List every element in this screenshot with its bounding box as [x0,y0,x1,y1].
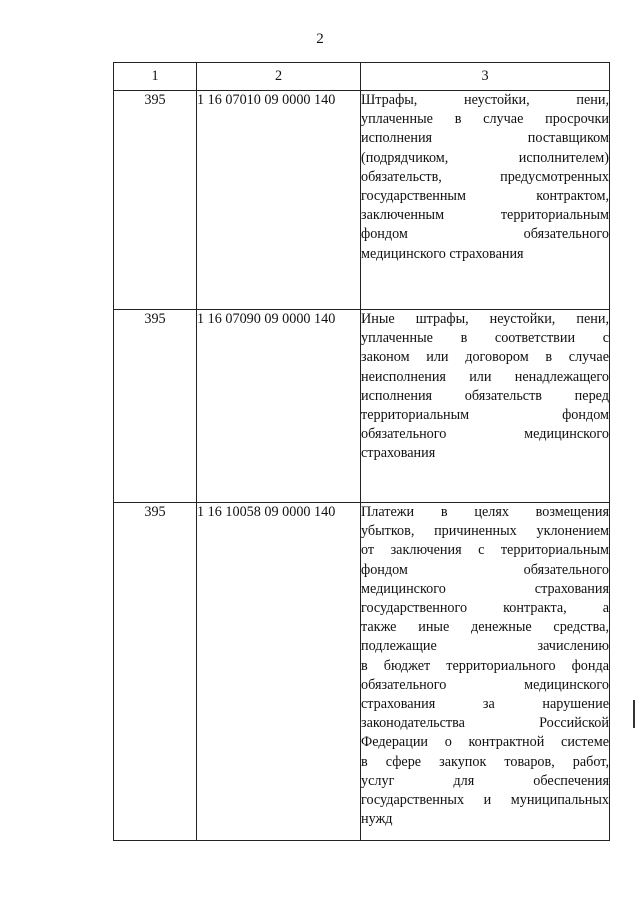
description-line: государственных и муниципальных [361,792,609,809]
description-line: Штрафы, неустойки, пени, [361,92,609,108]
description-line: уплаченные в случае просрочки [361,111,609,128]
description-line: обязательного медицинского [361,426,609,443]
description-line: уплаченные в соответствии с [361,330,609,347]
description-line: фондом обязательного [361,561,609,578]
description-cell [361,503,610,841]
description-line: страхования за нарушение [361,696,609,713]
table-row [114,91,610,310]
description-line: (подрядчиком, исполнителем) [361,149,609,166]
description-line: также иные денежные средства, [361,619,609,636]
description-line: заключенным территориальным [361,207,609,224]
description-line: подлежащие зачислению [361,638,609,655]
table-header [114,63,610,91]
description-line: в бюджет территориального фонда [361,657,609,674]
description-line: территориальным фондом [361,407,609,424]
table-body [114,91,610,841]
description-cell [361,91,610,310]
description-line: в сфере закупок товаров, работ, [361,753,609,770]
description-line: медицинского страхования [361,245,524,262]
admin-code-cell: 395 [114,310,197,503]
description-line: государственным контрактом, [361,188,609,205]
admin-code-cell: 395 [114,91,197,310]
description-line: Иные штрафы, неустойки, пени, [361,311,609,327]
description-line: Платежи в целях возмещения [361,504,609,520]
description-line: убытков, причиненных уклонением [361,523,609,540]
budget-codes-table [113,62,610,841]
description-line: исполнения поставщиком [361,130,609,147]
description-cell [361,310,610,503]
description-line: государственного контракта, а [361,600,609,617]
description-line: фондом обязательного [361,226,609,243]
kbk-code-cell: 1 16 10058 09 0000 140 [197,503,361,841]
description-line: медицинского страхования [361,580,609,597]
scan-edge-mark [633,700,635,728]
description-line: страхования [361,445,436,462]
column-header-3: 3 [361,63,610,91]
admin-code-cell: 395 [114,503,197,841]
description-line: неисполнения или ненадлежащего [361,368,609,385]
description-line: Федерации о контрактной системе [361,734,609,751]
description-line: от заключения с территориальным [361,542,609,559]
description-line: законом или договором в случае [361,349,609,366]
kbk-code-cell: 1 16 07010 09 0000 140 [197,91,361,310]
page-number: 2 [316,31,324,47]
table-row [114,310,610,503]
table-row [114,503,610,841]
description-line: исполнения обязательств перед [361,387,609,404]
column-header-1: 1 [114,63,197,91]
column-header-2: 2 [197,63,361,91]
kbk-code-cell: 1 16 07090 09 0000 140 [197,310,361,503]
description-line: законодательства Российской [361,715,609,732]
description-line: обязательств, предусмотренных [361,168,609,185]
description-line: нужд [361,811,393,828]
description-line: услуг для обеспечения [361,772,609,789]
description-line: обязательного медицинского [361,676,609,693]
header-row [114,63,610,91]
